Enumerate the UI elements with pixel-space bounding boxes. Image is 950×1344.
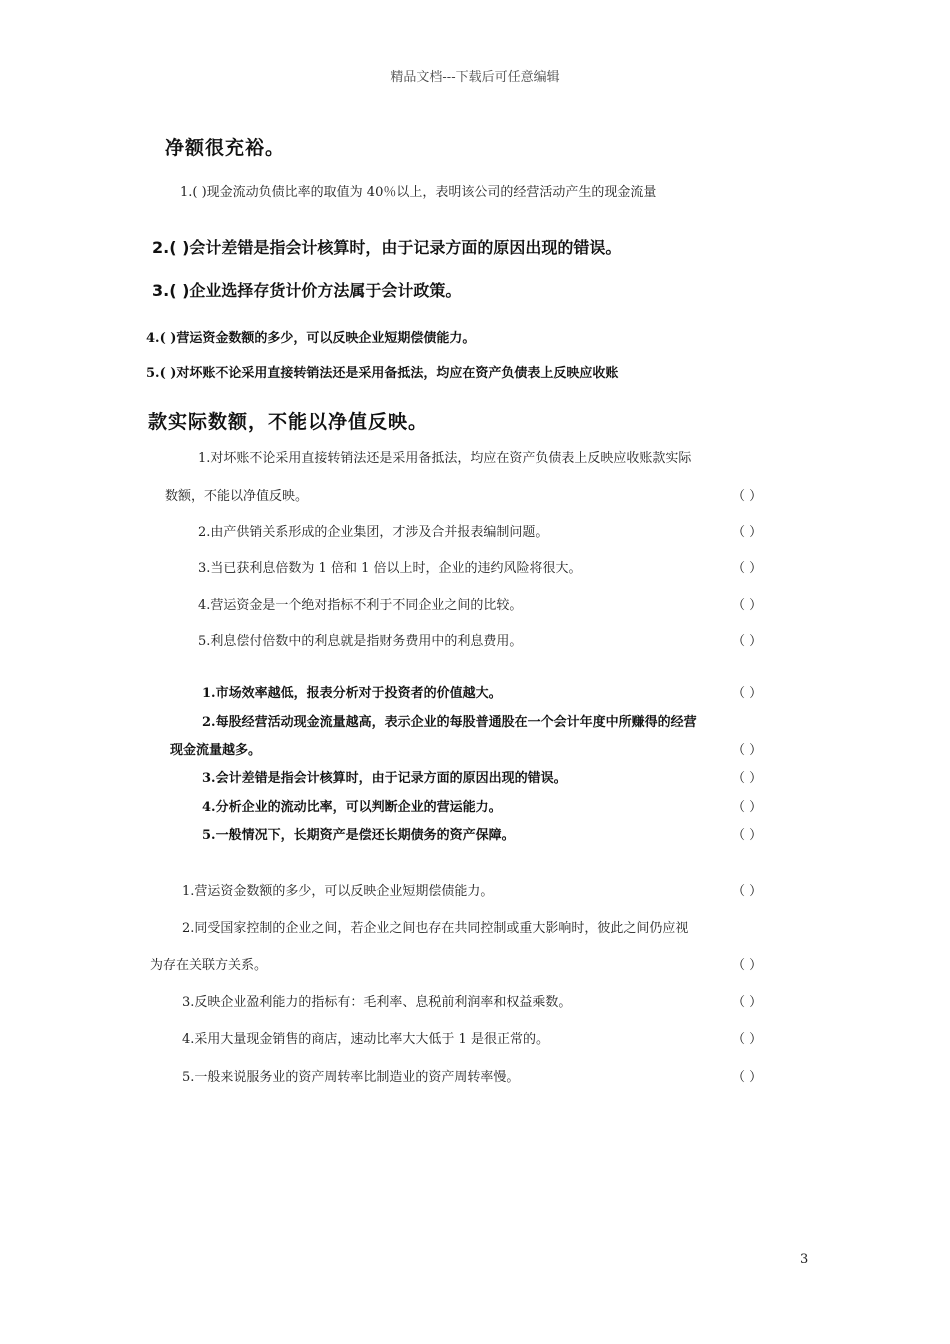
question-5: 5.一般情况下，长期资产是偿还长期债务的资产保障。 — [202, 828, 515, 843]
question-3: 3.会计差错是指会计核算时，由于记录方面的原因出现的错误。 — [202, 771, 567, 786]
question-5: 5.一般来说服务业的资产周转率比制造业的资产周转率慢。 — [182, 1070, 520, 1085]
answer-blank: （ ） — [732, 884, 763, 899]
question-3: 3.当已获利息倍数为 1 倍和 1 倍以上时，企业的违约风险将很大。 — [198, 561, 582, 576]
answer-blank: （ ） — [732, 743, 763, 758]
fragment-line: 净额很充裕。 — [165, 137, 286, 159]
answer-blank: （ ） — [732, 771, 763, 786]
question-4: 4.分析企业的流动比率，可以判断企业的营运能力。 — [202, 800, 502, 815]
answer-blank: （ ） — [732, 800, 763, 815]
answer-blank: （ ） — [732, 1070, 763, 1085]
answer-blank: （ ） — [732, 489, 763, 504]
answer-blank: （ ） — [732, 525, 763, 540]
answer-blank: （ ） — [732, 958, 763, 973]
question-4: 4.营运资金是一个绝对指标不利于不同企业之间的比较。 — [198, 598, 523, 613]
question-2: 2.同受国家控制的企业之间，若企业之间也存在共同控制或重大影响时，彼此之间仍应视 — [182, 921, 689, 936]
question-2: 2.( )会计差错是指会计核算时，由于记录方面的原因出现的错误。 — [152, 238, 622, 257]
question-1: 1.( )现金流动负债比率的取值为 40％以上，表明该公司的经营活动产生的现金流量 — [180, 185, 657, 200]
question-3: 3.反映企业盈利能力的指标有：毛利率、息税前利润率和权益乘数。 — [182, 995, 572, 1010]
answer-blank: （ ） — [732, 995, 763, 1010]
question-1-continuation: 数额，不能以净值反映。 — [165, 489, 309, 504]
question-1: 1.市场效率越低，报表分析对于投资者的价值越大。 — [202, 686, 502, 701]
answer-blank: （ ） — [732, 828, 763, 843]
question-3: 3.( )企业选择存货计价方法属于会计政策。 — [152, 281, 462, 300]
answer-blank: （ ） — [732, 561, 763, 576]
page-number: 3 — [800, 1252, 809, 1267]
answer-blank: （ ） — [732, 686, 763, 701]
question-2-continuation: 现金流量越多。 — [170, 743, 262, 758]
question-2-continuation: 为存在关联方关系。 — [150, 958, 268, 973]
question-4: 4.采用大量现金销售的商店，速动比率大大低于 1 是很正常的。 — [182, 1032, 549, 1047]
question-1: 1.对坏账不论采用直接转销法还是采用备抵法，均应在资产负债表上反映应收账款实际 — [198, 451, 692, 466]
question-2: 2.由产供销关系形成的企业集团，才涉及合并报表编制问题。 — [198, 525, 549, 540]
answer-blank: （ ） — [732, 598, 763, 613]
question-4: 4.( )营运资金数额的多少，可以反映企业短期偿债能力。 — [146, 331, 476, 346]
question-5-continuation: 款实际数额，不能以净值反映。 — [148, 411, 429, 433]
answer-blank: （ ） — [732, 634, 763, 649]
question-5: 5.利息偿付倍数中的利息就是指财务费用中的利息费用。 — [198, 634, 523, 649]
question-1: 1.营运资金数额的多少，可以反映企业短期偿债能力。 — [182, 884, 494, 899]
answer-blank: （ ） — [732, 1032, 763, 1047]
question-5: 5.( )对坏账不论采用直接转销法还是采用备抵法，均应在资产负债表上反映应收账 — [146, 366, 619, 381]
question-2: 2.每股经营活动现金流量越高，表示企业的每股普通股在一个会计年度中所赚得的经营 — [202, 715, 697, 730]
page-header: 精品文档---下载后可任意编辑 — [390, 70, 560, 85]
